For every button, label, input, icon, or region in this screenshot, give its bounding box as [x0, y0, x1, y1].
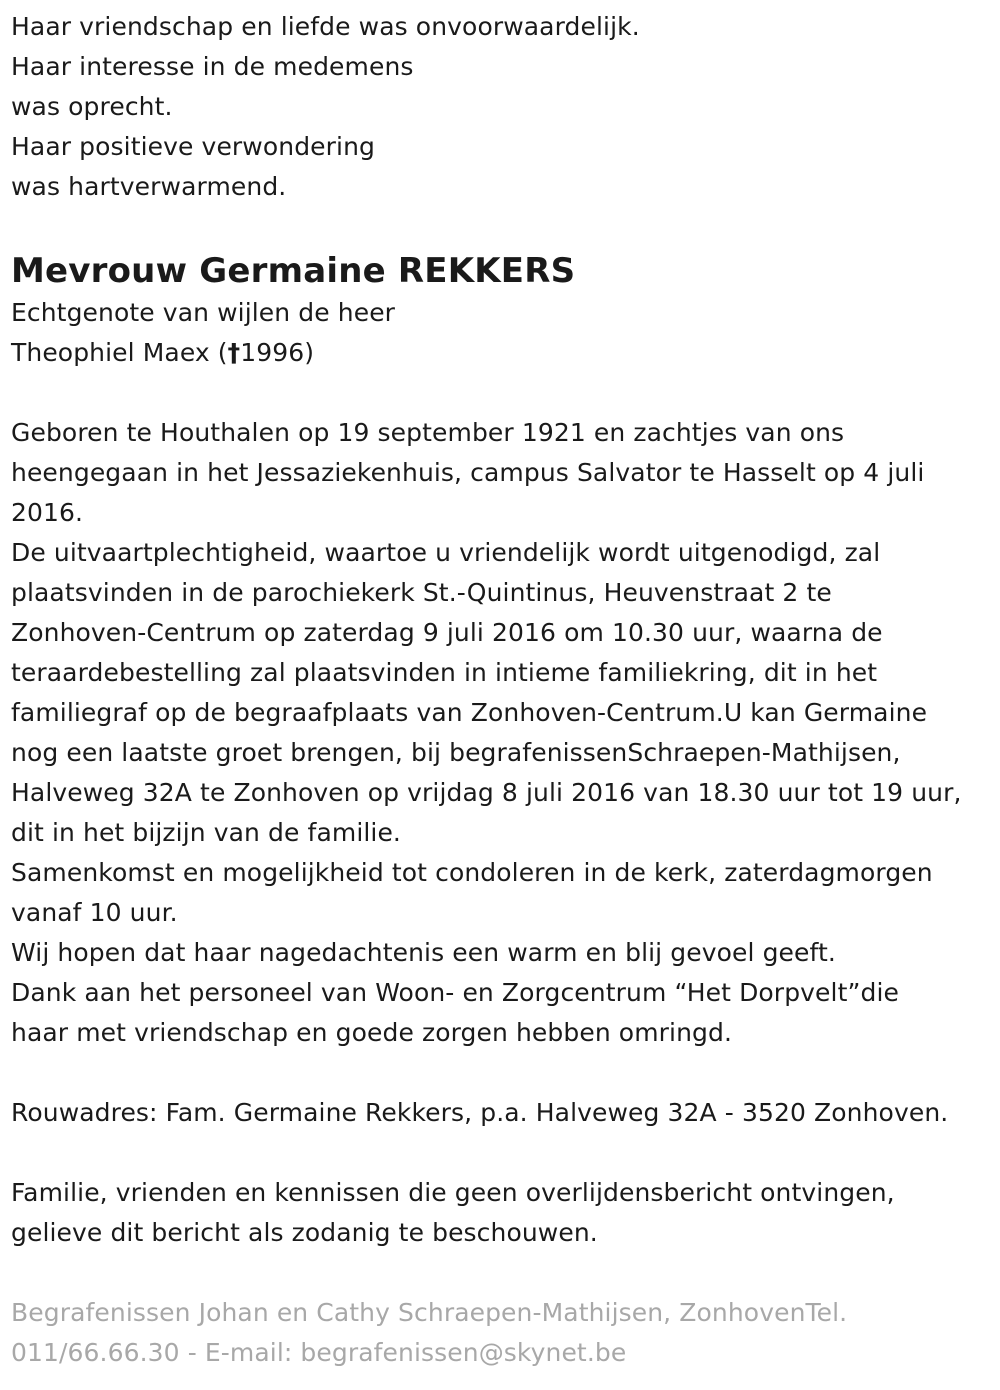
announcement-line: haar met vriendschap en goede zorgen hebben omringd.: [11, 1018, 733, 1047]
obituary-notice: [11, 7, 996, 1373]
spouse-line: Echtgenote van wijlen de heer: [11, 298, 396, 327]
announcement-line: Samenkomst en mogelijkheid tot condoleren in de kerk, zaterdagmorgen: [11, 858, 933, 887]
notice-line: Familie, vrienden en kennissen die geen overlijdensbericht ontvingen,: [11, 1178, 895, 1207]
cross-icon: †: [227, 338, 241, 367]
announcement-line: nog een laatste groet brengen, bij begrafenissenSchraepen-Mathijsen,: [11, 738, 901, 767]
spouse-info: [11, 293, 996, 373]
announcement-line: Dank aan het personeel van Woon- en Zorgcentrum “Het Dorpvelt”die: [11, 978, 900, 1007]
intro-line: was oprecht.: [11, 92, 173, 121]
announcement-line: heengegaan in het Jessaziekenhuis, campus Salvator te Hasselt op 4 juli: [11, 458, 925, 487]
spouse-name: Theophiel Maex (: [11, 338, 228, 367]
announcement-line: teraardebestelling zal plaatsvinden in intieme familiekring, dit in het: [11, 658, 878, 687]
intro-line: Haar positieve verwondering: [11, 132, 375, 161]
announcement-line: De uitvaartplechtigheid, waartoe u vriendelijk wordt uitgenodigd, zal: [11, 538, 881, 567]
deceased-name: Mevrouw Germaine REKKERS: [11, 251, 576, 291]
intro-line: Haar interesse in de medemens: [11, 52, 414, 81]
address-line: Rouwadres: Fam. Germaine Rekkers, p.a. Halveweg 32A - 3520 Zonhoven.: [11, 1098, 949, 1127]
mourning-address: [11, 1093, 996, 1133]
announcement-text: [11, 413, 996, 1053]
notice-text: [11, 1173, 996, 1253]
announcement-line: dit in het bijzijn van de familie.: [11, 818, 401, 847]
funeral-home-footer: [11, 1293, 996, 1373]
spouse-line: [11, 333, 996, 373]
announcement-line: 2016.: [11, 498, 84, 527]
announcement-line: familiegraf op de begraafplaats van Zonhoven-Centrum.U kan Germaine: [11, 698, 928, 727]
footer-line: 011/66.66.30 - E-mail: begrafenissen@skynet.be: [11, 1338, 627, 1367]
intro-line: was hartverwarmend.: [11, 172, 287, 201]
announcement-line: Geboren te Houthalen op 19 september 1921 en zachtjes van ons: [11, 418, 845, 447]
announcement-line: Zonhoven-Centrum op zaterdag 9 juli 2016 om 10.30 uur, waarna de: [11, 618, 883, 647]
intro-line: Haar vriendschap en liefde was onvoorwaardelijk.: [11, 12, 640, 41]
announcement-line: plaatsvinden in de parochiekerk St.-Quintinus, Heuvenstraat 2 te: [11, 578, 832, 607]
announcement-line: Wij hopen dat haar nagedachtenis een warm en blij gevoel geeft.: [11, 938, 836, 967]
footer-line: Begrafenissen Johan en Cathy Schraepen-Mathijsen, ZonhovenTel.: [11, 1298, 848, 1327]
announcement-line: vanaf 10 uur.: [11, 898, 178, 927]
spouse-death-year: 1996): [240, 338, 315, 367]
notice-line: gelieve dit bericht als zodanig te beschouwen.: [11, 1218, 598, 1247]
intro-poem: [11, 7, 996, 207]
announcement-line: Halveweg 32A te Zonhoven op vrijdag 8 juli 2016 van 18.30 uur tot 19 uur,: [11, 778, 962, 807]
